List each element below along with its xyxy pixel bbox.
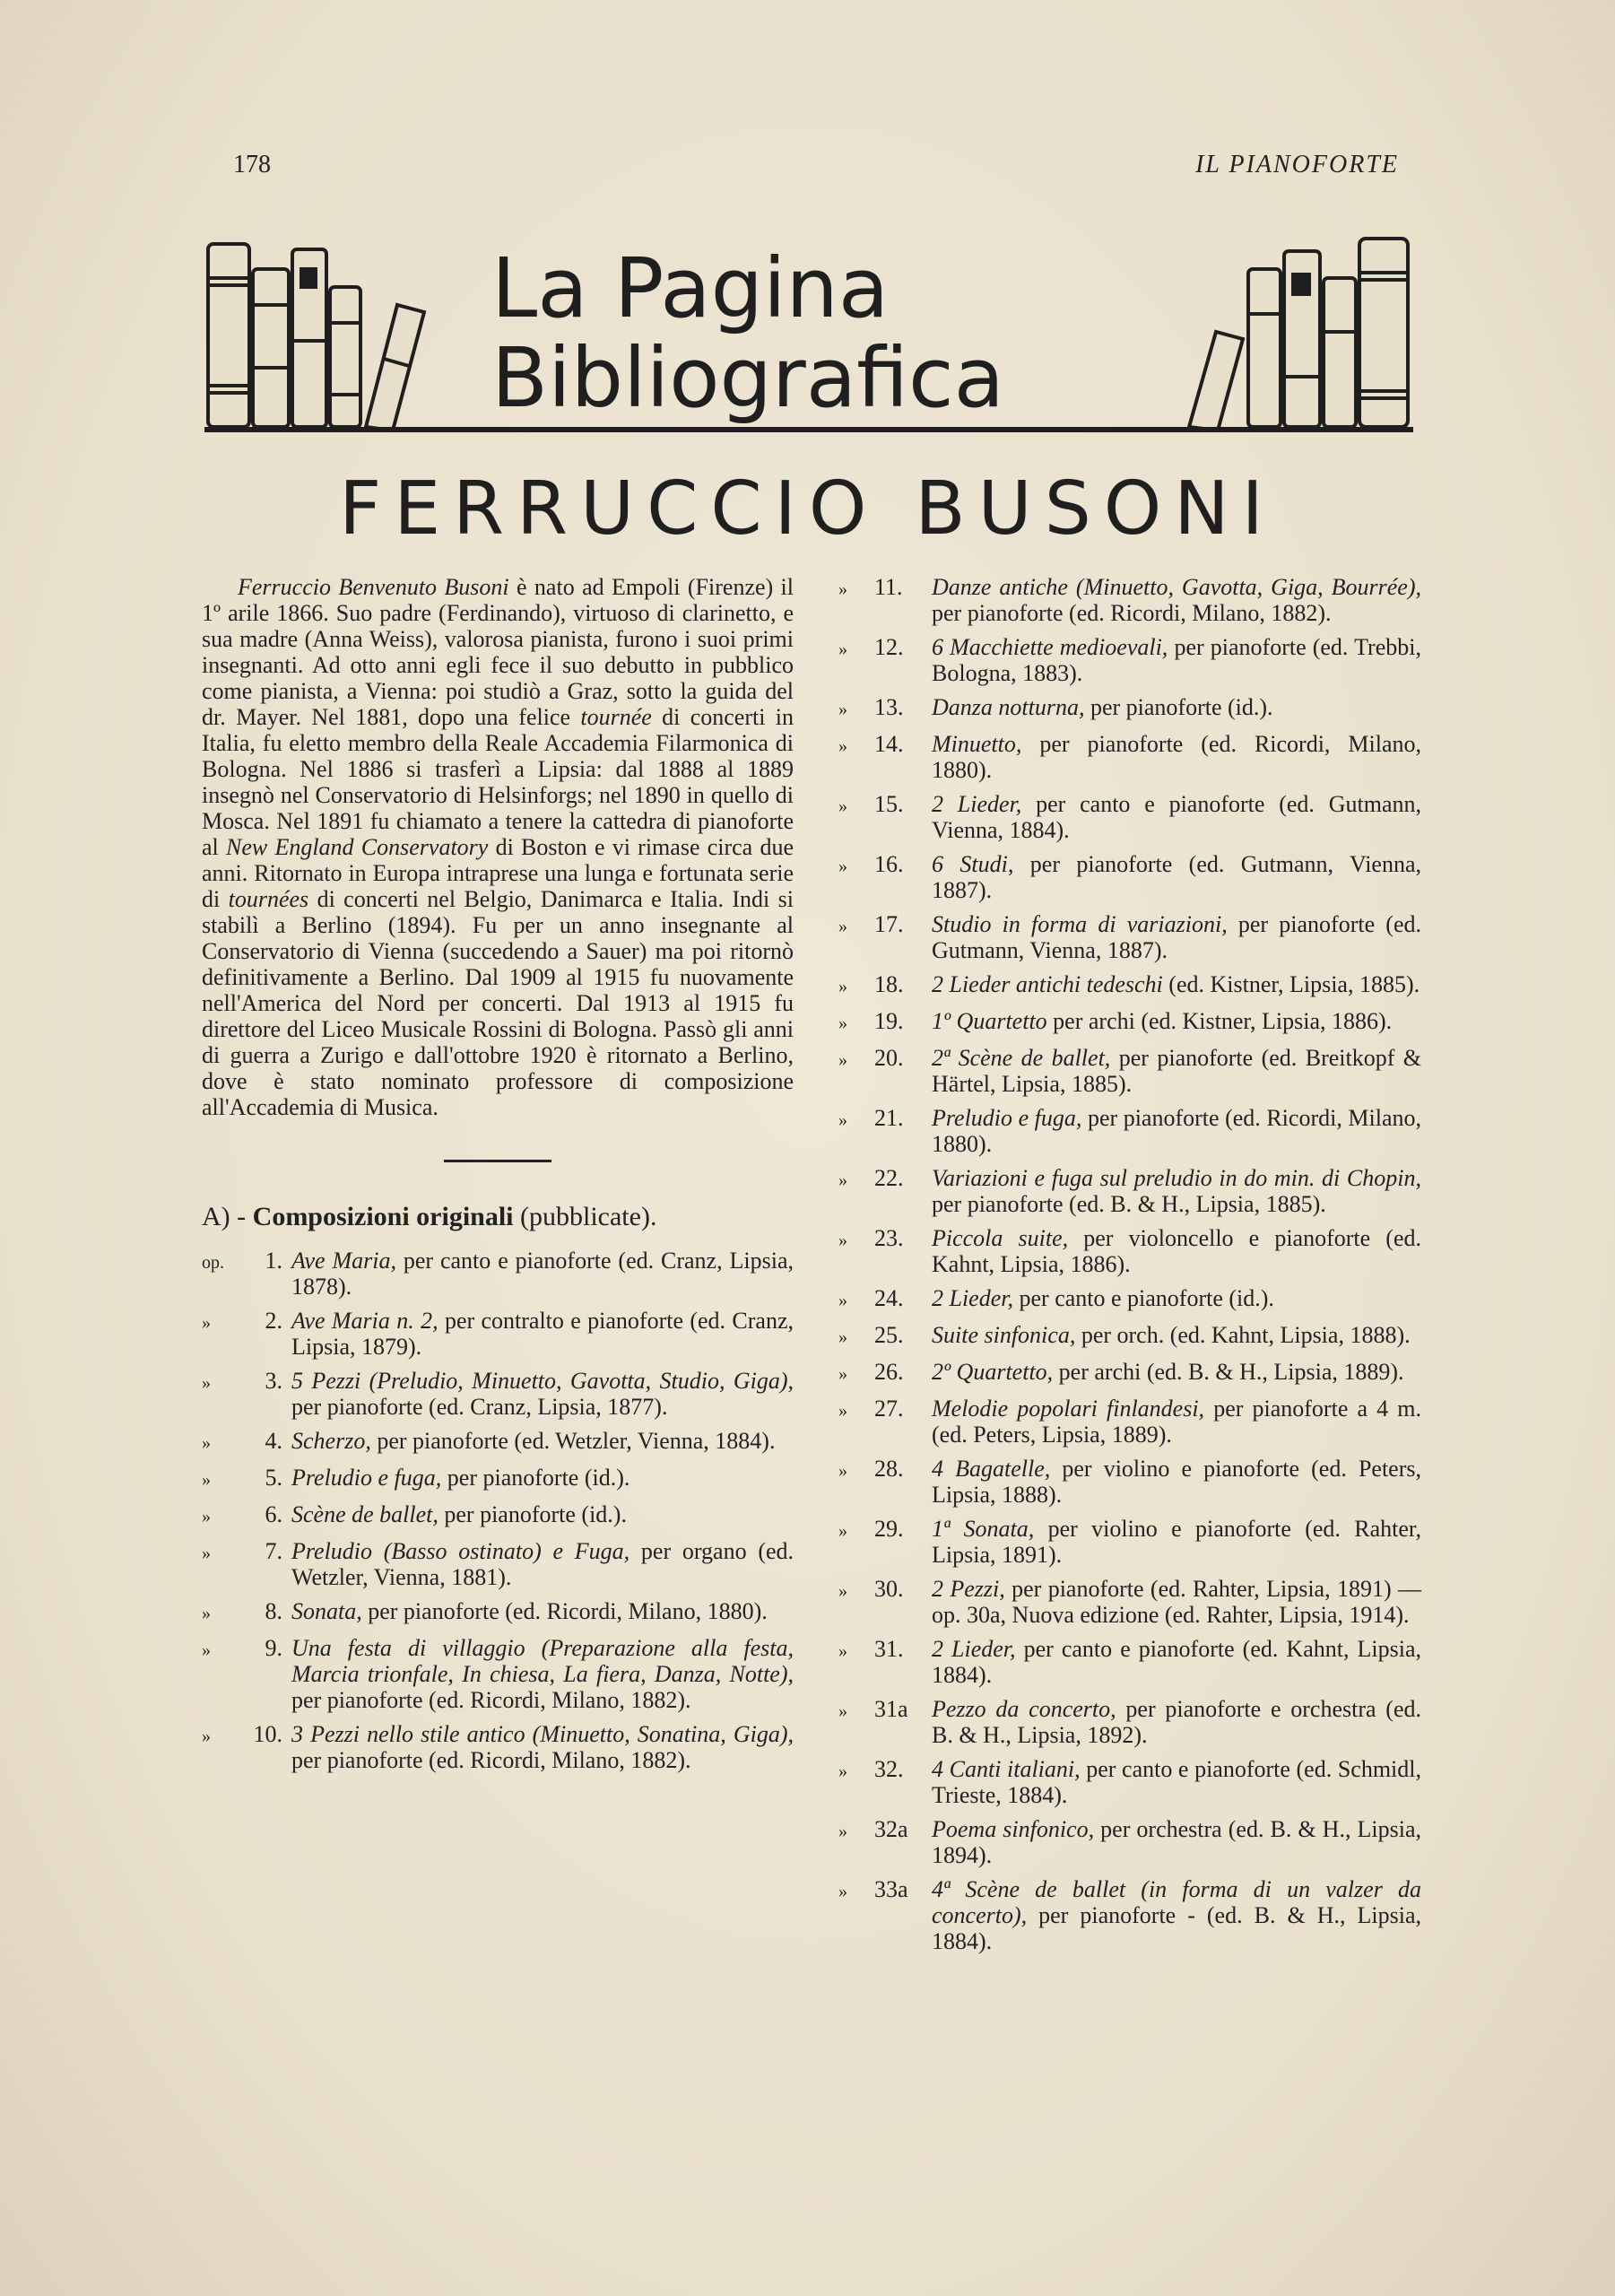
entry-mark: » xyxy=(838,857,847,876)
entry-mark: » xyxy=(202,1544,211,1563)
work-title: Piccola suite, xyxy=(932,1225,1069,1251)
section-heading: A) - Composizioni originali (pubblicate). xyxy=(202,1202,657,1231)
work-entry xyxy=(838,1225,1421,1277)
work-title: Melodie popolari finlandesi, xyxy=(932,1396,1205,1422)
entry-mark: » xyxy=(838,977,847,996)
right-column xyxy=(838,574,1421,1962)
entry-text xyxy=(932,1816,1421,1868)
entry-text xyxy=(932,851,1421,903)
entry-mark: » xyxy=(202,1313,211,1333)
entry-text xyxy=(932,694,1421,723)
work-details: per canto e pianoforte (id.). xyxy=(1013,1285,1274,1311)
entry-number: 11. xyxy=(874,574,903,600)
work-title: Preludio e fuga, xyxy=(932,1105,1082,1131)
entry-number: 12. xyxy=(874,634,904,660)
entry-number: 13. xyxy=(874,694,904,720)
entry-mark: » xyxy=(838,1327,847,1347)
entry-number: 8. xyxy=(265,1598,282,1624)
entry-number: 32a xyxy=(874,1816,908,1842)
work-details: per pianoforte (ed. Ricordi, Milano, 1882). xyxy=(291,1747,691,1773)
work-title: 1º Quartetto xyxy=(932,1008,1047,1034)
entry-text xyxy=(932,1225,1421,1277)
entry-number: 19. xyxy=(874,1008,904,1034)
work-title: Danza notturna, xyxy=(932,694,1085,720)
entry-number: 26. xyxy=(874,1359,904,1385)
entry-number: 18. xyxy=(874,971,904,997)
work-details: per contralto e pianoforte (ed. Cranz, Lipsia, 1879). xyxy=(291,1308,794,1360)
work-entry xyxy=(202,1308,794,1360)
entry-text xyxy=(932,634,1421,686)
work-details: per pianoforte (id.). xyxy=(1084,694,1273,720)
entry-mark: » xyxy=(838,1291,847,1310)
work-entry xyxy=(838,1045,1421,1097)
entry-mark: » xyxy=(838,1461,847,1481)
entry-mark: » xyxy=(838,579,847,599)
work-entry xyxy=(202,1598,794,1627)
work-title: Ave Maria n. 2, xyxy=(291,1308,438,1334)
entry-mark: » xyxy=(838,1013,847,1033)
entry-number: 30. xyxy=(874,1576,904,1602)
entry-number: 22. xyxy=(874,1165,904,1191)
entry-number: 15. xyxy=(874,791,904,817)
entry-number: 33a xyxy=(874,1876,908,1902)
work-details: per pianoforte - (ed. B. & H., Lipsia, 1884). xyxy=(932,1902,1421,1954)
work-entry xyxy=(838,1322,1421,1351)
running-head xyxy=(233,151,1399,187)
work-details: per pianoforte (ed. Trebbi, Bologna, 1883). xyxy=(932,634,1421,686)
work-entry xyxy=(838,1876,1421,1954)
entry-mark: » xyxy=(202,1726,211,1746)
work-title: Studio in forma di variazioni, xyxy=(932,911,1228,937)
work-title: 2 Lieder, xyxy=(932,1636,1016,1662)
work-entry xyxy=(202,1635,794,1713)
divider xyxy=(444,1160,551,1162)
work-entry xyxy=(838,694,1421,723)
work-title: 2ª Scène de ballet, xyxy=(932,1045,1111,1071)
page-title: FERRUCCIO BUSONI xyxy=(339,466,1276,552)
work-details: per violino e pianoforte (ed. Peters, Lipsia, 1888). xyxy=(932,1456,1421,1508)
work-title: 6 Macchiette medioevali, xyxy=(932,634,1168,660)
entry-text xyxy=(932,1008,1421,1037)
work-title: Danze antiche (Minuetto, Gavotta, Giga, Bourrée), xyxy=(932,574,1421,600)
entry-text xyxy=(932,574,1421,626)
entry-mark: » xyxy=(838,700,847,719)
work-details: per pianoforte e orchestra (ed. B. & H., Lipsia, 1892). xyxy=(932,1696,1421,1748)
entry-mark: » xyxy=(838,1641,847,1661)
entry-mark: » xyxy=(202,1433,211,1453)
work-title: 4 Bagatelle, xyxy=(932,1456,1051,1482)
work-entry xyxy=(202,1248,794,1300)
work-details: per pianoforte (ed. Ricordi, Milano, 1882). xyxy=(932,600,1332,626)
work-details: per pianoforte (ed. Rahter, Lipsia, 1891) — op. 30a, Nuova edizione (ed. Rahter, Lipsia, 1914). xyxy=(932,1576,1421,1628)
works-list-right xyxy=(838,574,1421,1954)
work-entry xyxy=(838,1008,1421,1037)
entry-text xyxy=(932,1636,1421,1688)
work-details: per violino e pianoforte (ed. Rahter, Lipsia, 1891). xyxy=(932,1516,1421,1568)
entry-number: 32. xyxy=(874,1756,904,1782)
work-entry xyxy=(838,634,1421,686)
entry-number: 7. xyxy=(265,1538,282,1564)
work-details: per pianoforte (id.). xyxy=(438,1501,627,1527)
entry-text xyxy=(932,1396,1421,1448)
entry-number: 14. xyxy=(874,731,904,757)
entry-number: 31a xyxy=(874,1696,908,1722)
work-entry xyxy=(838,791,1421,843)
entry-text xyxy=(291,1465,794,1493)
entry-mark: » xyxy=(838,1701,847,1721)
work-title: 1ª Sonata, xyxy=(932,1516,1035,1542)
work-entry xyxy=(838,1105,1421,1157)
entry-mark: » xyxy=(838,1231,847,1250)
entry-number: 5. xyxy=(265,1465,282,1491)
entry-text xyxy=(932,731,1421,783)
entry-mark: » xyxy=(838,639,847,659)
work-entry xyxy=(838,1756,1421,1808)
entry-mark: » xyxy=(838,736,847,756)
entry-mark: » xyxy=(202,1507,211,1526)
entry-text xyxy=(932,971,1421,1000)
work-entry xyxy=(838,851,1421,903)
work-entry xyxy=(838,1285,1421,1314)
work-details: per canto e pianoforte (ed. Gutmann, Vienna, 1884). xyxy=(932,791,1421,843)
entry-text xyxy=(932,1696,1421,1748)
work-details: per canto e pianoforte (ed. Cranz, Lipsia, 1878). xyxy=(291,1248,794,1300)
entry-mark: » xyxy=(838,1401,847,1421)
biography-paragraph: Ferruccio Benvenuto Busoni è nato ad Empoli (Firenze) il 1º arile 1866. Suo padre (Ferdinando), virtuoso di clarinetto, e sua madre (Anna Weiss), valorosa pianista, furono i suoi primi insegnanti. Ad otto anni egli fece il suo debutto in pubblico come pianista, a Vienna: poi studiò a Graz, sotto la guida del dr. Mayer. Nel 1881, dopo una felice tournée di concerti in Italia, fu eletto membro della Reale Accademia Filarmonica di Bologna. Nel 1886 si trasferì a Lipsia: dal 1888 al 1889 insegnò nel Conservatorio di Helsinforgs; nel 1890 in quello di Mosca. Nel 1891 fu chiamato a tenere la cattedra di pianoforte al New England Conservatory di Boston e vi rimase circa due anni. Ritornato in Europa intraprese una lunga e fortunata serie di tournées di concerti nel Belgio, Danimarca e Italia. Indi si stabilì a Berlino (1894). Fu per un anno insegnante al Conservatorio di Vienna (succedendo a Sauer) ma poi ritornò definitivamente a Berlino. Dal 1909 al 1915 fu nuovamente nell'America del Nord per concerti. Dal 1913 al 1915 fu direttore del Liceo Musicale Rossini di Bologna. Passò gli anni di guerra a Zurigo e dall'ottobre 1920 è ritornato a Berlino, dove è stato nominato professore di composizione all'Accademia di Musica. xyxy=(202,574,794,1120)
work-details: per pianoforte (ed. Wetzler, Vienna, 1884). xyxy=(370,1428,776,1454)
work-title: 3 Pezzi nello stile antico (Minuetto, Sonatina, Giga), xyxy=(291,1721,794,1747)
work-title: Ave Maria, xyxy=(291,1248,396,1274)
entry-mark: » xyxy=(202,1373,211,1393)
work-details: per canto e pianoforte (ed. Kahnt, Lipsia, 1884). xyxy=(932,1636,1421,1688)
entry-text xyxy=(932,1285,1421,1314)
work-title: Variazioni e fuga sul preludio in do min. di Chopin, xyxy=(932,1165,1421,1191)
bibliography-banner xyxy=(204,224,1413,439)
work-title: 6 Studi, xyxy=(932,851,1014,877)
work-entry xyxy=(202,1368,794,1420)
entry-mark: » xyxy=(838,1521,847,1541)
entry-number: 25. xyxy=(874,1322,904,1348)
work-title: Poema sinfonico, xyxy=(932,1816,1095,1842)
work-title: 2 Lieder, xyxy=(932,791,1022,817)
work-title: 2 Pezzi, xyxy=(932,1576,1005,1602)
work-entry xyxy=(838,1456,1421,1508)
entry-number: 23. xyxy=(874,1225,904,1251)
entry-mark: » xyxy=(838,796,847,816)
work-title: Pezzo da concerto, xyxy=(932,1696,1116,1722)
work-entry xyxy=(202,1721,794,1773)
entry-text xyxy=(932,911,1421,963)
entry-mark: » xyxy=(838,1581,847,1601)
work-details: per pianoforte a 4 m. (ed. Peters, Lipsia, 1889). xyxy=(932,1396,1421,1448)
work-entry xyxy=(838,1576,1421,1628)
work-title: Sonata, xyxy=(291,1598,362,1624)
entry-mark: op. xyxy=(202,1253,224,1273)
entry-mark: » xyxy=(838,1761,847,1781)
entry-text xyxy=(291,1248,794,1300)
entry-text xyxy=(932,1516,1421,1568)
work-title: Preludio e fuga, xyxy=(291,1465,442,1491)
entry-number: 24. xyxy=(874,1285,904,1311)
entry-mark: » xyxy=(838,1110,847,1130)
work-entry xyxy=(202,1428,794,1457)
entry-number: 6. xyxy=(265,1501,282,1527)
entry-mark: » xyxy=(838,1822,847,1841)
entry-text xyxy=(932,1456,1421,1508)
work-title: 5 Pezzi (Preludio, Minuetto, Gavotta, Studio, Giga), xyxy=(291,1368,794,1394)
work-title: Preludio (Basso ostinato) e Fuga, xyxy=(291,1538,630,1564)
entry-mark: » xyxy=(838,1050,847,1070)
entry-text xyxy=(932,1756,1421,1808)
entry-text xyxy=(291,1538,794,1590)
work-details: per archi (ed. Kistner, Lipsia, 1886). xyxy=(1046,1008,1393,1034)
work-details: (ed. Kistner, Lipsia, 1885). xyxy=(1162,971,1420,997)
work-details: per canto e pianoforte (ed. Schmidl, Trieste, 1884). xyxy=(932,1756,1421,1808)
work-entry xyxy=(838,1696,1421,1748)
work-title: Suite sinfonica, xyxy=(932,1322,1076,1348)
entry-text xyxy=(932,1105,1421,1157)
entry-number: 21. xyxy=(874,1105,904,1131)
work-details: per pianoforte (ed. B. & H., Lipsia, 1885). xyxy=(932,1191,1326,1217)
entry-mark: » xyxy=(202,1470,211,1490)
work-entry xyxy=(202,1538,794,1590)
entry-text xyxy=(932,1165,1421,1217)
entry-text xyxy=(291,1428,794,1457)
work-details: per pianoforte (ed. Ricordi, Milano, 1880). xyxy=(361,1598,768,1624)
work-details: per pianoforte (ed. Ricordi, Milano, 1880). xyxy=(932,1105,1421,1157)
entry-number: 2. xyxy=(265,1308,282,1334)
entry-number: 10. xyxy=(253,1721,282,1747)
entry-number: 3. xyxy=(265,1368,282,1394)
banner-title xyxy=(491,240,1004,426)
books-icon xyxy=(204,233,438,430)
work-entry xyxy=(838,1396,1421,1448)
entry-text xyxy=(932,1045,1421,1097)
entry-text xyxy=(291,1598,794,1627)
entry-number: 20. xyxy=(874,1045,904,1071)
entry-text xyxy=(932,1876,1421,1954)
work-entry xyxy=(838,731,1421,783)
works-list-left xyxy=(202,1248,794,1773)
work-entry xyxy=(838,1636,1421,1688)
entry-text xyxy=(932,1359,1421,1387)
work-entry xyxy=(838,1516,1421,1568)
entry-number: 1. xyxy=(265,1248,282,1274)
entry-text xyxy=(291,1308,794,1360)
work-details: per orchestra (ed. B. & H., Lipsia, 1894). xyxy=(932,1816,1421,1868)
entry-number: 29. xyxy=(874,1516,904,1542)
work-details: per pianoforte (ed. Gutmann, Vienna, 1887). xyxy=(932,851,1421,903)
entry-mark: » xyxy=(838,1170,847,1190)
entry-number: 4. xyxy=(265,1428,282,1454)
banner-title-line1: La Pagina xyxy=(491,240,890,336)
work-entry xyxy=(838,911,1421,963)
work-details: per pianoforte (ed. Gutmann, Vienna, 1887). xyxy=(932,911,1421,963)
work-details: per pianoforte (ed. Cranz, Lipsia, 1877). xyxy=(291,1394,668,1420)
work-entry xyxy=(202,1465,794,1493)
work-entry xyxy=(202,1501,794,1530)
entry-mark: » xyxy=(202,1640,211,1660)
entry-text xyxy=(291,1635,794,1713)
entry-mark: » xyxy=(838,1882,847,1901)
entry-number: 28. xyxy=(874,1456,904,1482)
entry-mark: » xyxy=(838,917,847,936)
work-title: Minuetto, xyxy=(932,731,1022,757)
work-details: per pianoforte (ed. Ricordi, Milano, 1882). xyxy=(291,1687,691,1713)
work-entry xyxy=(838,1359,1421,1387)
work-title: Una festa di villaggio (Preparazione alla festa, Marcia trionfale, In chiesa, La fiera, Danza, Notte), xyxy=(291,1635,794,1687)
work-title: 2 Lieder, xyxy=(932,1285,1013,1311)
entry-text xyxy=(291,1368,794,1420)
work-entry xyxy=(838,1816,1421,1868)
work-details: per pianoforte (ed. Ricordi, Milano, 1880). xyxy=(932,731,1421,783)
entry-number: 31. xyxy=(874,1636,904,1662)
banner-title-line2: Bibliografica xyxy=(491,330,1004,426)
work-entry xyxy=(838,971,1421,1000)
entry-number: 9. xyxy=(265,1635,282,1661)
entry-mark: » xyxy=(202,1604,211,1623)
work-details: per pianoforte (id.). xyxy=(441,1465,630,1491)
entry-text xyxy=(291,1721,794,1773)
entry-text xyxy=(291,1501,794,1530)
work-details: per pianoforte (ed. Breitkopf & Härtel, Lipsia, 1885). xyxy=(932,1045,1422,1097)
left-column xyxy=(202,574,794,1781)
page-number: 178 xyxy=(233,151,271,178)
work-entry xyxy=(838,574,1421,626)
entry-mark: » xyxy=(838,1364,847,1384)
entry-number: 27. xyxy=(874,1396,904,1422)
banner-rule xyxy=(204,427,1413,432)
journal-title: IL PIANOFORTE xyxy=(1195,151,1399,178)
work-title: Scène de ballet, xyxy=(291,1501,438,1527)
work-title: Scherzo, xyxy=(291,1428,371,1454)
work-title: 2º Quartetto, xyxy=(932,1359,1054,1385)
entry-number: 17. xyxy=(874,911,904,937)
work-details: per archi (ed. B. & H., Lipsia, 1889). xyxy=(1053,1359,1404,1385)
work-entry xyxy=(838,1165,1421,1217)
work-title: 4ª Scène de ballet (in forma di un valzer da concerto), xyxy=(932,1876,1421,1928)
entry-text xyxy=(932,1322,1421,1351)
entry-text xyxy=(932,791,1421,843)
entry-text xyxy=(932,1576,1421,1628)
work-details: per organo (ed. Wetzler, Vienna, 1881). xyxy=(291,1538,794,1590)
entry-number: 16. xyxy=(874,851,904,877)
work-details: per violoncello e pianoforte (ed. Kahnt, Lipsia, 1886). xyxy=(932,1225,1421,1277)
work-title: 2 Lieder antichi tedeschi xyxy=(932,971,1163,997)
books-icon xyxy=(1180,233,1413,430)
work-details: per orch. (ed. Kahnt, Lipsia, 1888). xyxy=(1075,1322,1411,1348)
composer-name: Ferruccio Benvenuto Busoni xyxy=(238,574,509,600)
work-title: 4 Canti italiani, xyxy=(932,1756,1081,1782)
